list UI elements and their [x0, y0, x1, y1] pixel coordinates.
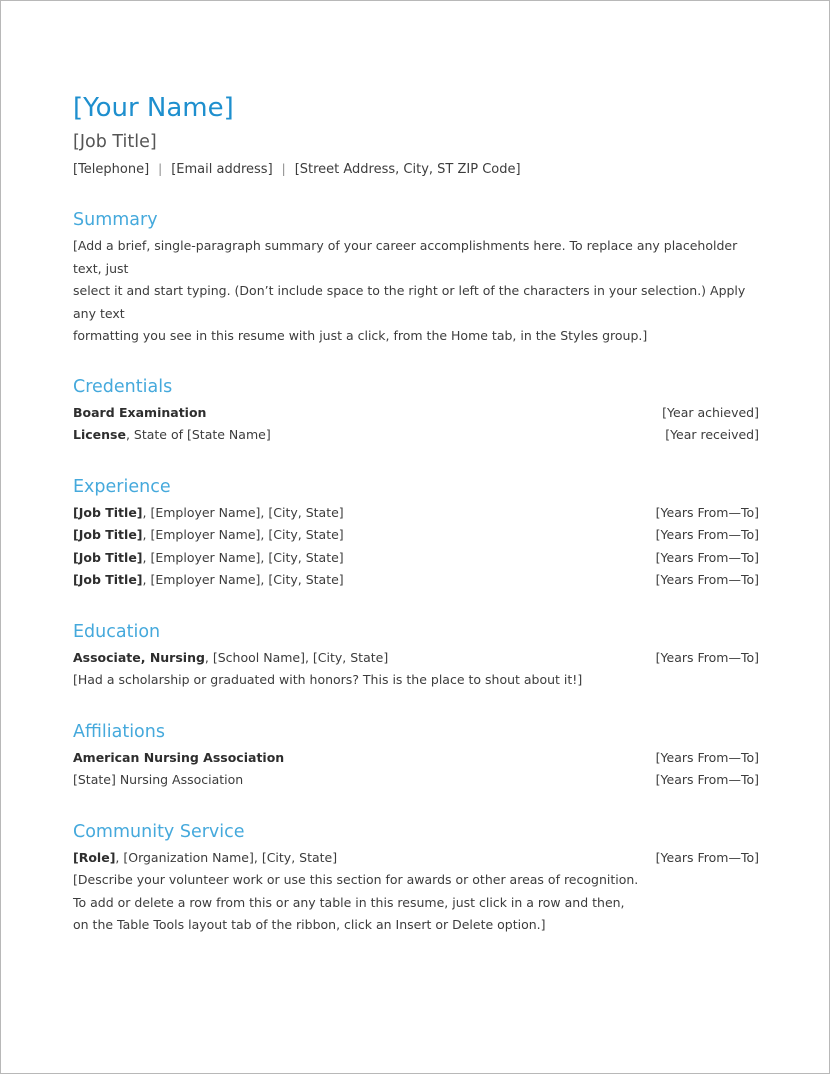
- experience-employer: , [Employer Name], [City, State]: [142, 572, 344, 587]
- community-line: [Describe your volunteer work or use this section for awards or other areas of recognition.: [73, 872, 639, 887]
- education-degree: Associate, Nursing: [73, 649, 205, 665]
- community-role: [Role]: [73, 849, 116, 865]
- education-dates: [Years From—To]: [655, 649, 759, 665]
- experience-employer: , [Employer Name], [City, State]: [142, 549, 344, 565]
- education-section: [73, 619, 759, 692]
- summary-text[interactable]: [73, 235, 759, 348]
- experience-job-title: [Job Title]: [73, 527, 143, 542]
- credential-title: [73, 402, 206, 425]
- experience-row[interactable]: [73, 524, 759, 547]
- community-description[interactable]: [73, 869, 759, 937]
- resume-content: [73, 89, 759, 937]
- job-title[interactable]: [Job Title]: [73, 132, 157, 152]
- experience-job-title: [Job Title]: [73, 504, 143, 520]
- credential-date: [Year received]: [665, 427, 759, 442]
- contact-line: [73, 159, 759, 180]
- affiliation-row[interactable]: [73, 747, 759, 770]
- experience-employer: , [Employer Name], [City, State]: [142, 527, 344, 542]
- experience-row[interactable]: [73, 502, 759, 525]
- community-row[interactable]: [73, 847, 759, 870]
- credentials-heading: Credentials: [73, 376, 173, 397]
- education-row[interactable]: [73, 647, 759, 670]
- credential-detail: , State of [State Name]: [125, 427, 271, 442]
- credentials-section: [73, 374, 759, 447]
- summary-section: [73, 207, 759, 348]
- experience-dates: [Years From—To]: [655, 527, 759, 542]
- separator: |: [158, 162, 163, 176]
- affiliations-heading: Affiliations: [73, 721, 165, 742]
- community-line: on the Table Tools layout tab of the ribbon, click an Insert or Delete option.]: [73, 917, 546, 932]
- experience-dates: [Years From—To]: [655, 572, 759, 587]
- summary-line: select it and start typing. (Don’t include space to the right or left of the characters in your selection.) Apply any text: [73, 283, 746, 321]
- community-line: To add or delete a row from this or any table in this resume, just click in a row and then,: [73, 894, 625, 910]
- community-dates: [Years From—To]: [655, 849, 759, 865]
- affiliation-dates: [Years From—To]: [655, 772, 759, 787]
- education-note[interactable]: [Had a scholarship or graduated with honors? This is the place to shout about it!]: [73, 672, 583, 687]
- credential-name: License: [73, 427, 126, 442]
- summary-line: [Add a brief, single-paragraph summary of your career accomplishments here. To replace any placeholder text, just: [73, 238, 738, 276]
- community-service-section: [73, 819, 759, 937]
- education-heading: Education: [73, 621, 161, 642]
- experience-row[interactable]: [73, 547, 759, 570]
- credential-row[interactable]: [73, 402, 759, 425]
- experience-row[interactable]: [73, 569, 759, 592]
- affiliation-dates: [Years From—To]: [655, 749, 759, 765]
- affiliation-name: American Nursing Association: [73, 749, 285, 765]
- experience-job-title: [Job Title]: [73, 549, 143, 565]
- experience-dates: [Years From—To]: [655, 504, 759, 520]
- community-service-heading: Community Service: [73, 821, 245, 842]
- summary-line: formatting you see in this resume with just a click, from the Home tab, in the Styles group.]: [73, 328, 648, 343]
- experience-heading: Experience: [73, 476, 171, 497]
- credential-title: [73, 424, 271, 447]
- experience-section: [73, 474, 759, 592]
- credential-row[interactable]: [73, 424, 759, 447]
- email-address[interactable]: [Email address]: [171, 162, 273, 177]
- separator: |: [281, 162, 286, 176]
- experience-job-title: [Job Title]: [73, 572, 143, 587]
- experience-employer: , [Employer Name], [City, State]: [142, 504, 344, 520]
- telephone[interactable]: [Telephone]: [73, 162, 150, 177]
- affiliation-row[interactable]: [73, 769, 759, 792]
- credential-name: Board Examination: [73, 404, 207, 420]
- affiliation-detail: [State] Nursing Association: [73, 772, 244, 787]
- credential-date: [Year achieved]: [662, 404, 759, 420]
- community-organization: , [Organization Name], [City, State]: [115, 849, 338, 865]
- affiliations-section: [73, 719, 759, 792]
- summary-heading: Summary: [73, 210, 158, 230]
- education-school: , [School Name],: [204, 649, 313, 665]
- your-name[interactable]: [Your Name]: [73, 93, 234, 123]
- street-address[interactable]: [Street Address, City, ST ZIP Code]: [294, 162, 521, 177]
- education-location: [City, State]: [312, 649, 389, 665]
- experience-dates: [Years From—To]: [655, 549, 759, 565]
